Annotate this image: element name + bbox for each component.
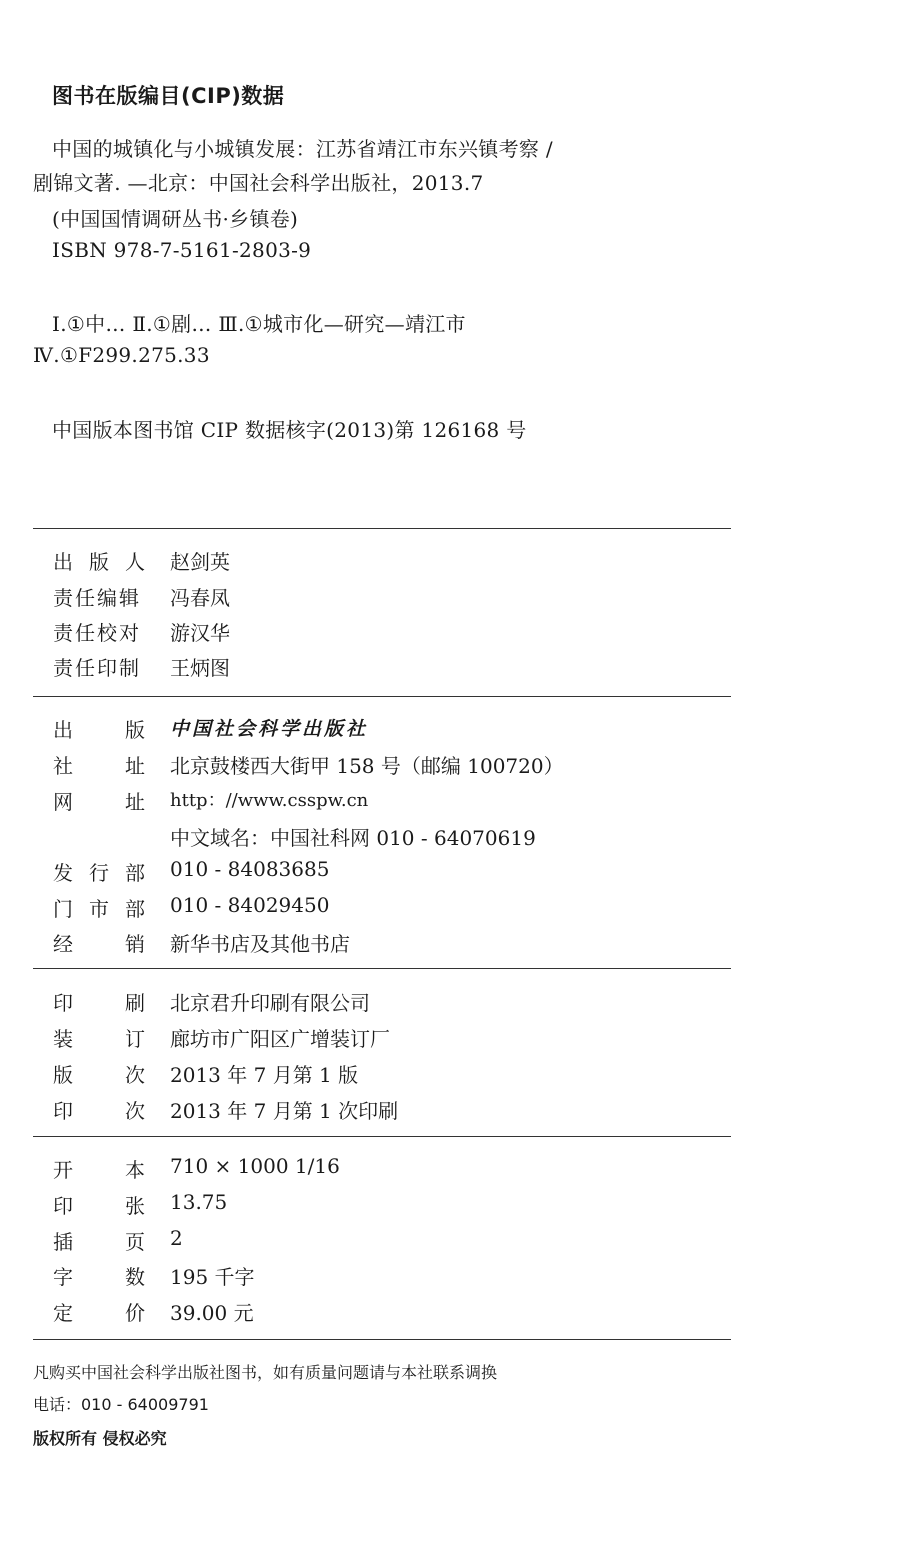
cip-title-line: 中国的城镇化与小城镇发展：江苏省靖江市东兴镇考察 /: [52, 137, 553, 161]
row-label: 出 版: [53, 718, 145, 742]
row-label: 社 址: [53, 754, 145, 778]
row-label: 字 数: [53, 1265, 145, 1289]
row-label: 责任编辑: [53, 586, 141, 610]
divider: [33, 1339, 731, 1340]
row-label: 门 市 部: [53, 897, 145, 921]
row-value: 冯春凤: [170, 586, 230, 610]
row-label: 印 张: [53, 1194, 145, 1218]
cip-isbn: ISBN 978-7-5161-2803-9: [52, 238, 312, 262]
row-value: http：//www.csspw.cn: [170, 790, 369, 811]
row-value: 2013 年 7 月第 1 次印刷: [170, 1099, 399, 1123]
row-label: 插 页: [53, 1230, 145, 1254]
cip-author-line: 剧锦文著. —北京：中国社会科学出版社，2013.7: [33, 171, 484, 195]
divider: [33, 968, 731, 969]
row-value: 北京君升印刷有限公司: [170, 991, 370, 1015]
divider: [33, 696, 731, 697]
row-label: 发 行 部: [53, 861, 145, 885]
copyright-notice: 版权所有 侵权必究: [33, 1429, 167, 1448]
row-label: 装 订: [53, 1027, 145, 1051]
row-value: 010 - 84083685: [170, 857, 330, 881]
row-label: 责任校对: [53, 621, 141, 645]
row-label: 定 价: [53, 1301, 145, 1325]
row-label: 印 刷: [53, 991, 145, 1015]
cip-series-line: (中国国情调研丛书·乡镇卷): [52, 207, 299, 231]
cip-classification-1: Ⅰ.①中… Ⅱ.①剧… Ⅲ.①城市化—研究—靖江市: [52, 312, 466, 336]
row-label: 版 次: [53, 1063, 145, 1087]
row-label: 经 销: [53, 932, 145, 956]
row-label: 责任印制: [53, 656, 141, 680]
publisher-logotype: 中国社会科学出版社: [170, 718, 369, 740]
service-phone: 电话：010 - 64009791: [33, 1395, 209, 1414]
divider: [33, 528, 731, 529]
row-label: 出 版 人: [53, 550, 145, 574]
row-label: 开 本: [53, 1158, 145, 1182]
row-value: 廊坊市广阳区广增装订厂: [170, 1027, 390, 1051]
row-value: 王炳图: [170, 656, 230, 680]
row-label: 网 址: [53, 790, 145, 814]
row-value: 游汉华: [170, 621, 230, 645]
row-value: 赵剑英: [170, 550, 230, 574]
row-value: 010 - 84029450: [170, 893, 330, 917]
row-value: 710 × 1000 1/16: [170, 1154, 340, 1178]
row-value: 新华书店及其他书店: [170, 932, 350, 956]
row-value: 北京鼓楼西大街甲 158 号（邮编 100720）: [170, 754, 564, 778]
row-value: 2: [170, 1226, 183, 1250]
cip-heading: 图书在版编目(CIP)数据: [52, 84, 285, 108]
cip-classification-2: Ⅳ.①F299.275.33: [33, 343, 210, 367]
cip-record-number: 中国版本图书馆 CIP 数据核字(2013)第 126168 号: [52, 418, 527, 442]
row-value: 13.75: [170, 1190, 228, 1214]
row-value: 195 千字: [170, 1265, 255, 1289]
quality-notice: 凡购买中国社会科学出版社图书，如有质量问题请与本社联系调换: [33, 1363, 498, 1382]
row-value: 中文域名：中国社科网 010 - 64070619: [170, 826, 536, 850]
row-label: 印 次: [53, 1099, 145, 1123]
row-value: 2013 年 7 月第 1 版: [170, 1063, 359, 1087]
divider: [33, 1136, 731, 1137]
row-value: 39.00 元: [170, 1301, 254, 1325]
